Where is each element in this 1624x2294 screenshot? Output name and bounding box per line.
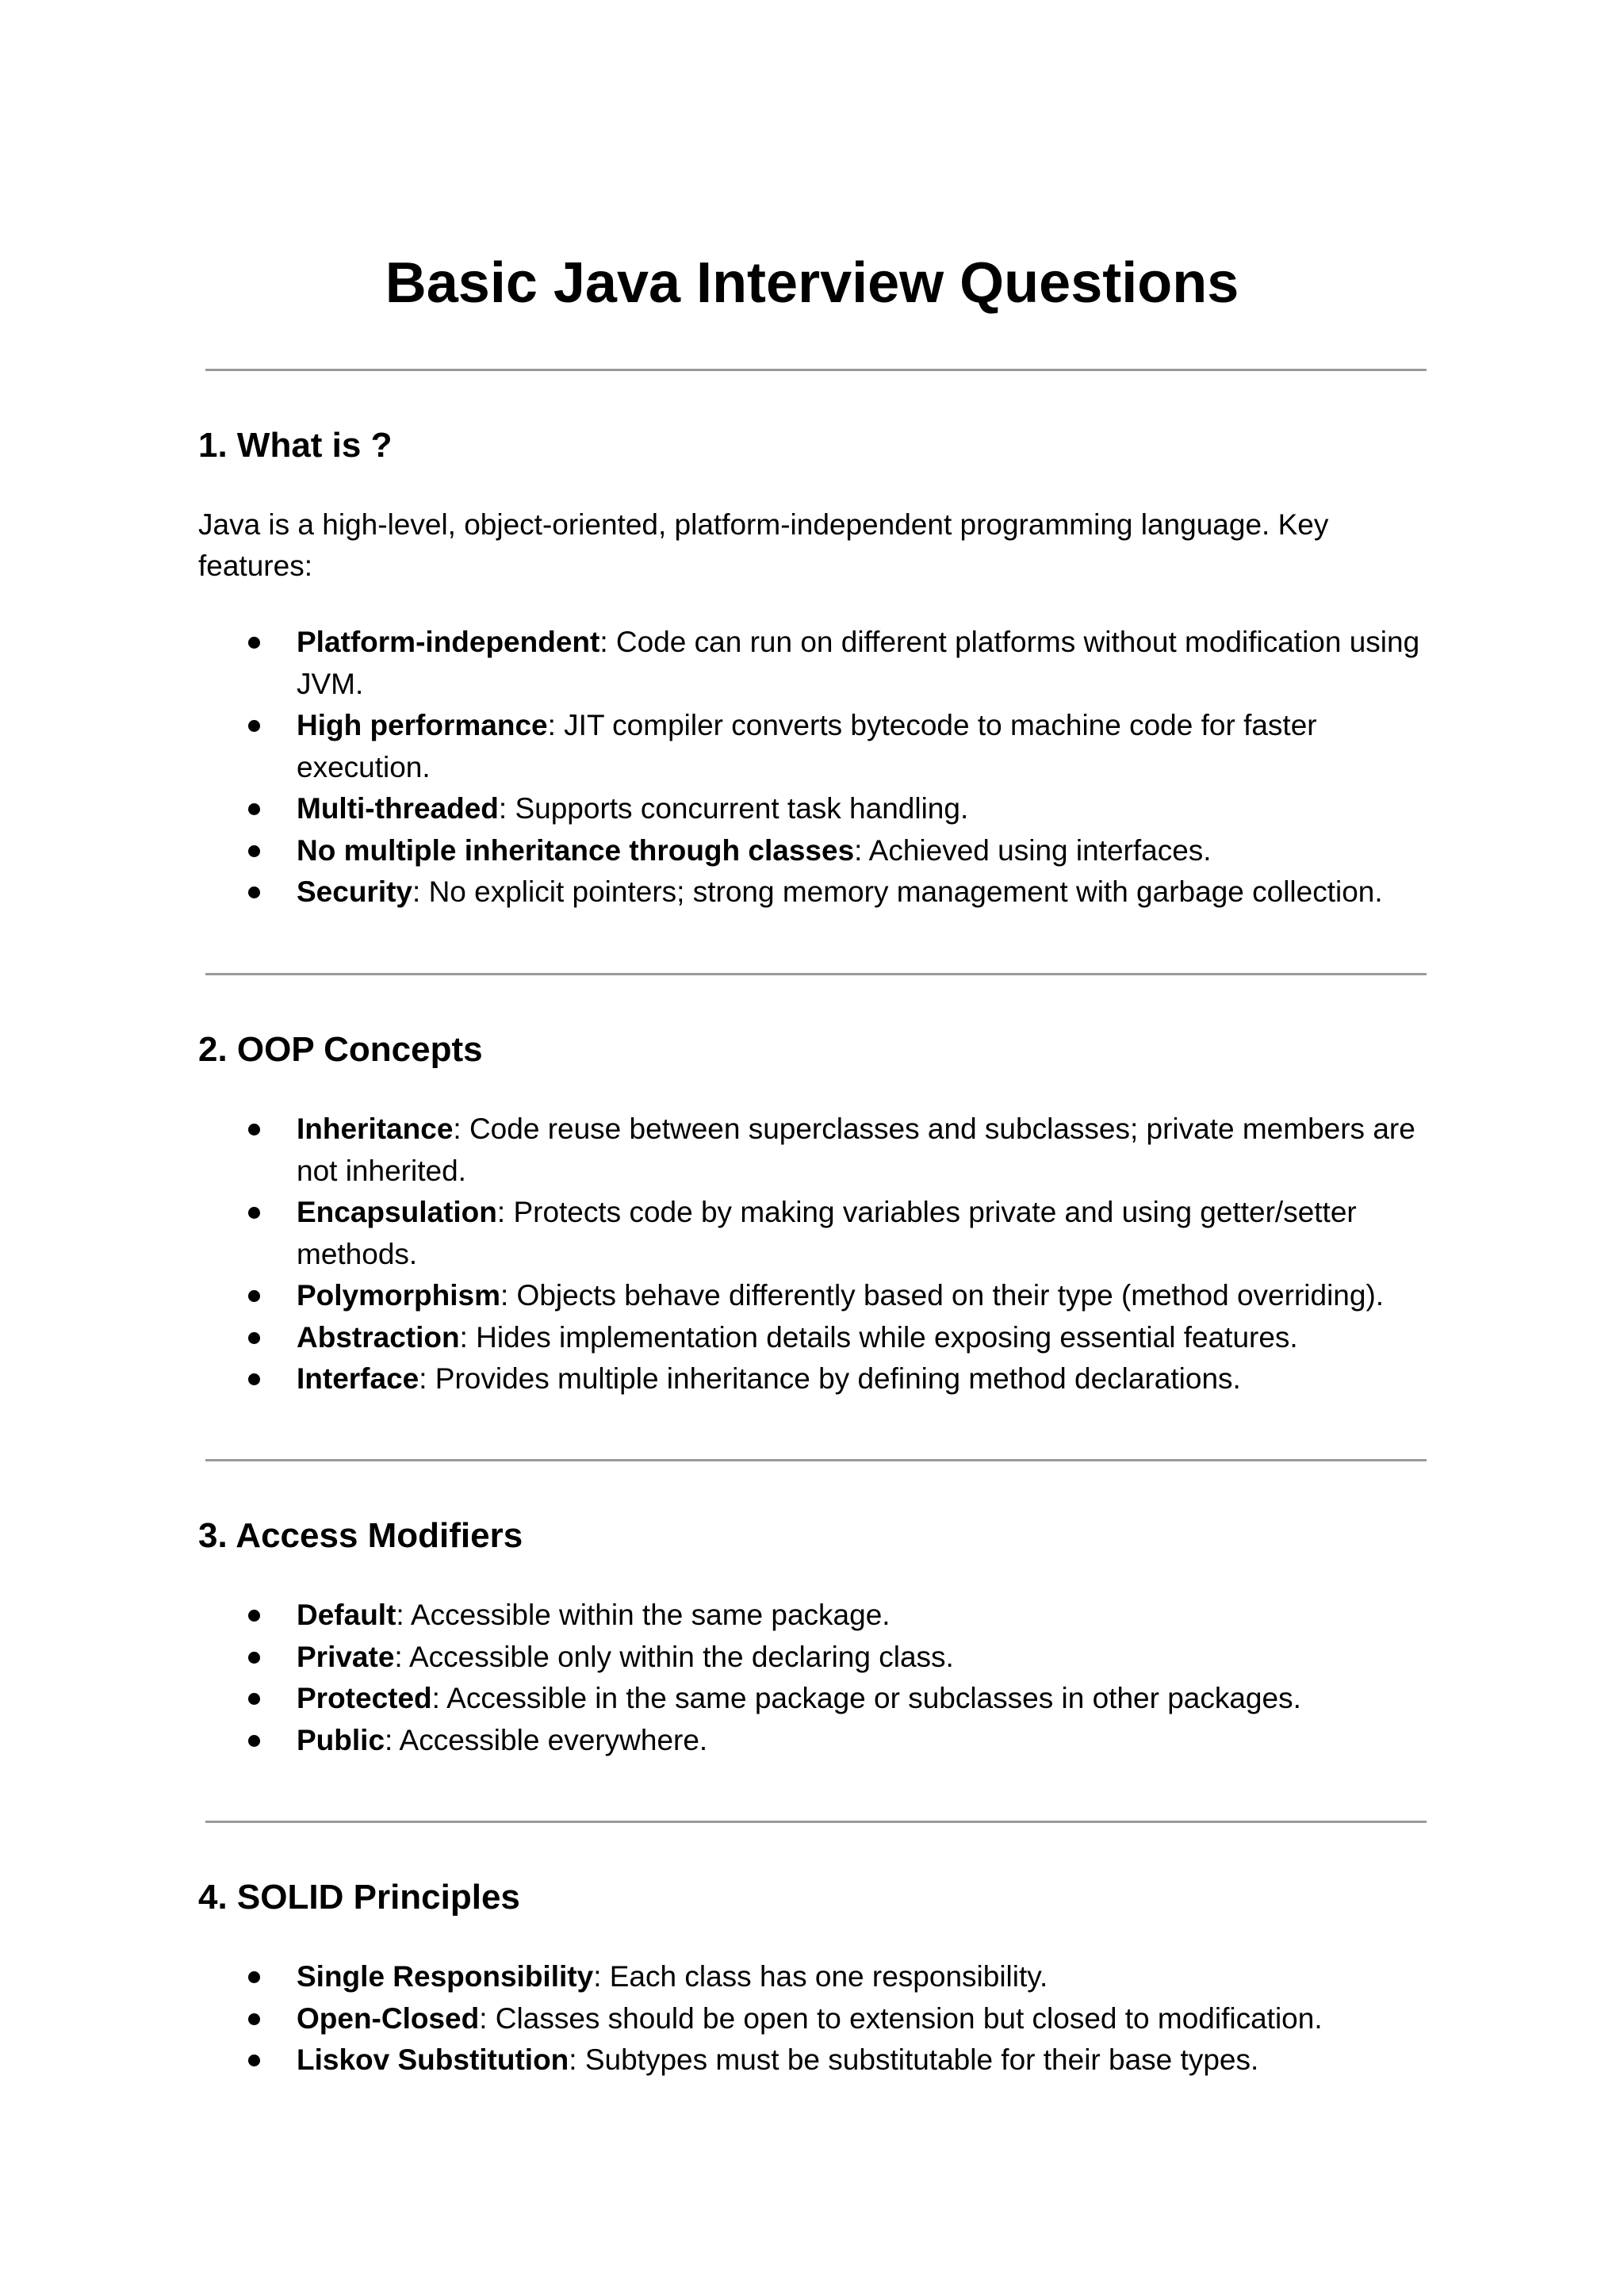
bullet-icon [248,1610,260,1622]
list-item [198,1678,1435,1720]
item-text: : Accessible in the same package or subclasses in other packages. [431,1682,1301,1714]
item-term: Public [297,1723,385,1756]
item-text: : No explicit pointers; strong memory management with garbage collection. [412,875,1383,908]
bullet-icon [248,887,260,898]
item-term: Default [297,1599,396,1631]
section-heading-what-is: 1. What is ? [198,426,393,465]
list-item [198,788,1435,830]
oop-concepts-list [198,1109,1435,1400]
list-item [198,1595,1435,1637]
item-term: No multiple inheritance through classes [297,833,855,867]
list-item [198,1317,1435,1359]
bullet-icon [248,1332,260,1344]
item-term: Abstraction [297,1320,460,1354]
list-item [198,1720,1435,1762]
bullet-icon [248,1124,260,1136]
item-text: : Accessible within the same package. [396,1599,891,1631]
bullet-icon [248,1971,260,1983]
bullet-icon [248,1652,260,1664]
item-term: Open-Closed [297,2001,480,2035]
item-text: : Protects code by making variables private and using getter/setter methods. [297,1196,1357,1270]
list-item [198,705,1435,788]
item-term: Private [297,1640,395,1673]
item-text: : Each class has one responsibility. [593,1960,1048,1993]
bullet-icon [248,1693,260,1705]
list-item [198,1109,1435,1192]
list-item [198,2039,1435,2081]
item-term: Inheritance [297,1113,454,1145]
list-item [198,1637,1435,1679]
bullet-icon [248,1373,260,1385]
item-term: Liskov Substitution [297,2043,569,2076]
item-text: : Code reuse between superclasses and subclasses; private members are not inherited. [297,1113,1415,1187]
item-text: : JIT compiler converts bytecode to machine code for faster execution. [297,709,1317,783]
list-item [198,1998,1435,2040]
item-text: : Objects behave differently based on their type (method overriding). [500,1279,1385,1312]
item-term: Protected [297,1682,432,1714]
item-term: Interface [297,1362,419,1395]
list-item [198,1192,1435,1275]
bullet-icon [248,2013,260,2025]
item-term: Security [297,875,413,908]
item-text: : Classes should be open to extension but closed to modification. [479,2001,1323,2035]
bullet-icon [248,2055,260,2066]
bullet-icon [248,637,260,649]
list-item [198,871,1435,913]
item-text: : Accessible everywhere. [385,1723,708,1756]
section-divider [205,1459,1427,1461]
section-intro: Java is a high-level, object-oriented, platform-independent programming language. Key features: [198,508,1329,582]
list-item [198,1275,1435,1317]
section-heading-solid-principles: 4. SOLID Principles [198,1878,520,1917]
access-modifiers-list [198,1595,1435,1761]
section-divider [205,973,1427,975]
bullet-icon [248,1735,260,1747]
bullet-icon [248,1207,260,1219]
item-text: : Subtypes must be substitutable for their base types. [569,2043,1259,2076]
document-title: Basic Java Interview Questions [385,251,1239,315]
item-term: Single Responsibility [297,1960,594,1993]
item-term: Polymorphism [297,1279,500,1312]
section-divider [205,369,1427,371]
section-heading-access-modifiers: 3. Access Modifiers [198,1516,523,1555]
bullet-icon [248,803,260,815]
item-text: : Achieved using interfaces. [854,833,1212,867]
feature-list [198,622,1435,913]
item-text: : Accessible only within the declaring class. [394,1640,954,1673]
section-heading-oop-concepts: 2. OOP Concepts [198,1030,483,1069]
item-term: Encapsulation [297,1196,497,1228]
item-text: : Provides multiple inheritance by defining method declarations. [419,1362,1241,1395]
list-item [198,1358,1435,1400]
solid-principles-list [198,1956,1435,2081]
item-text: : Code can run on different platforms without modification using JVM. [297,626,1420,700]
item-text: : Hides implementation details while exposing essential features. [459,1320,1298,1354]
bullet-icon [248,845,260,857]
list-item [198,830,1435,872]
item-term: Platform-independent [297,626,600,658]
list-item [198,622,1435,705]
item-text: : Supports concurrent task handling. [498,792,969,825]
item-term: Multi-threaded [297,792,499,825]
section-divider [205,1821,1427,1823]
item-term: High performance [297,709,548,741]
bullet-icon [248,720,260,732]
bullet-icon [248,1290,260,1302]
list-item [198,1956,1435,1998]
